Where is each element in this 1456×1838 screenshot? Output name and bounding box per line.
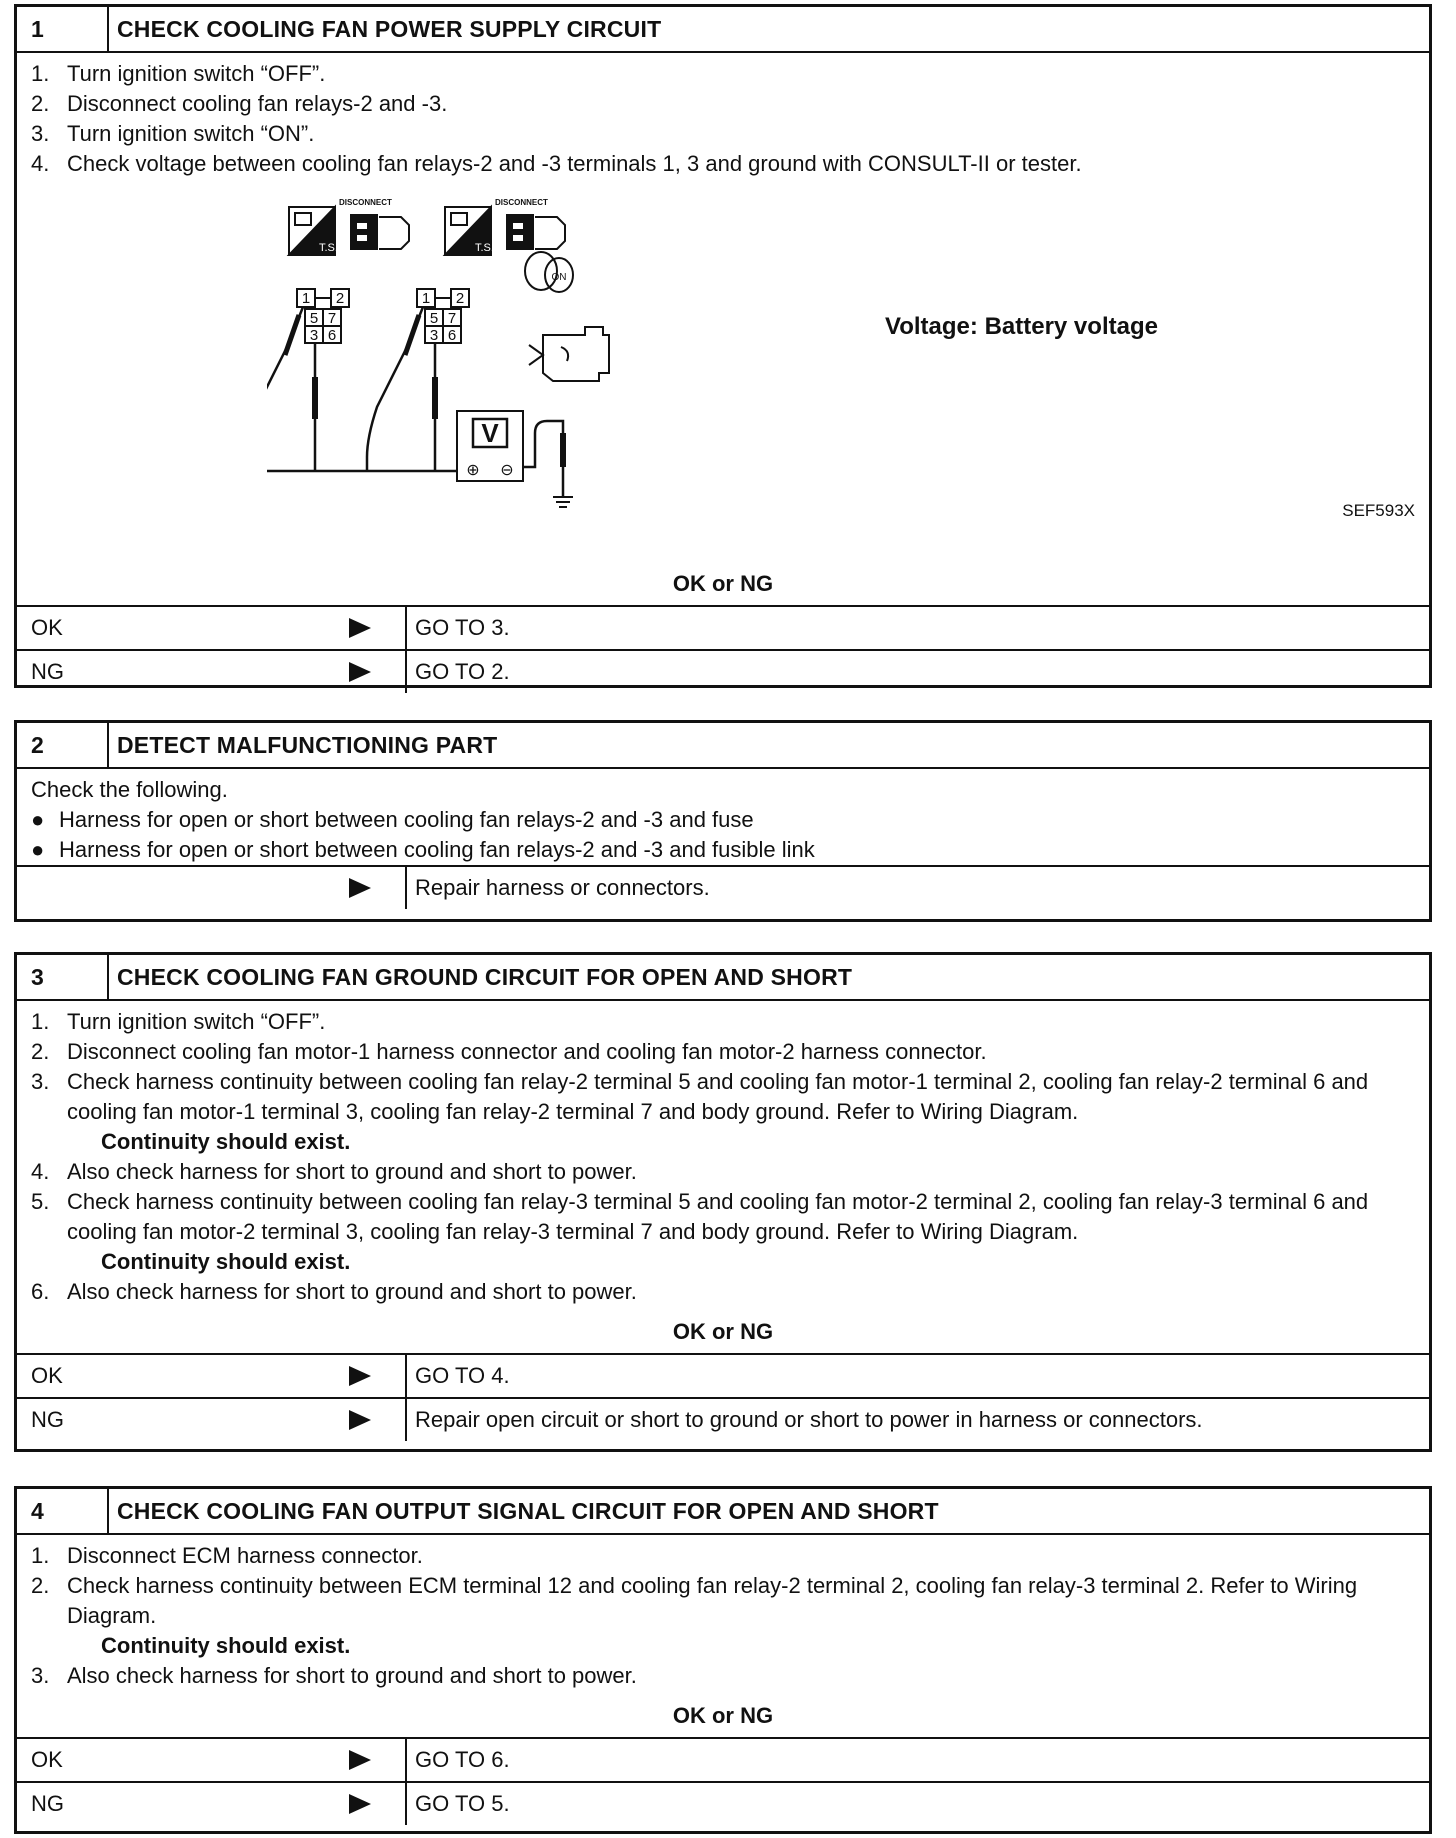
section-3 [14, 952, 1432, 1452]
disconnect-connector-icon [351, 215, 409, 249]
section-number: 2 [17, 723, 109, 767]
result-action: GO TO 5. [415, 1791, 510, 1816]
step-number: 4. [31, 1159, 50, 1184]
step-number: 3. [31, 1663, 50, 1688]
bullet-icon: ● [31, 807, 45, 832]
section-number: 4 [17, 1489, 109, 1533]
terminal-label: 3 [309, 327, 319, 344]
step-text: Also check harness for short to ground and short to power. [67, 1279, 637, 1304]
result-row [17, 867, 1429, 909]
result-row [17, 1397, 1429, 1441]
continuity-note: Continuity should exist. [101, 1249, 351, 1274]
section-body [17, 53, 1429, 183]
section-title: CHECK COOLING FAN POWER SUPPLY CIRCUIT [117, 15, 662, 42]
result-key: NG [31, 1407, 64, 1432]
arrow-right-icon [349, 618, 371, 638]
arrow-right-icon [349, 1750, 371, 1770]
step-number: 1. [31, 1543, 50, 1568]
result-row [17, 1739, 1429, 1781]
step-item [31, 1661, 1415, 1691]
step-item [31, 1277, 1415, 1307]
bullet-text: Harness for open or short between cooling fan relays-2 and -3 and fusible link [59, 837, 815, 862]
section-header [17, 723, 1429, 769]
step-item [31, 59, 1415, 89]
step-text: Turn ignition switch “OFF”. [67, 61, 326, 86]
meter-plus: ⊕ [466, 462, 480, 479]
figure-reference: SEF593X [1342, 501, 1415, 520]
result-key: NG [31, 1791, 64, 1816]
step-number: 4. [31, 151, 50, 176]
step-number: 2. [31, 1039, 50, 1064]
section-body [17, 1535, 1429, 1695]
result-key: NG [31, 659, 64, 684]
result-action: Repair open circuit or short to ground or short to power in harness or connectors. [415, 1407, 1203, 1432]
step-number: 1. [31, 1009, 50, 1034]
result-key: OK [31, 615, 63, 640]
step-number: 3. [31, 1069, 50, 1094]
section-header [17, 1489, 1429, 1535]
terminal-label: 3 [429, 327, 439, 344]
arrow-right-icon [349, 1366, 371, 1386]
step-text: Also check harness for short to ground and short to power. [67, 1663, 637, 1688]
terminal-label: 1 [301, 290, 311, 307]
step-number: 3. [31, 121, 50, 146]
meter-label: V [481, 418, 499, 448]
step-item [31, 1157, 1415, 1187]
result-key: OK [31, 1747, 63, 1772]
ts-label: T.S. [319, 242, 338, 254]
terminal-label: 1 [421, 290, 431, 307]
section-title: DETECT MALFUNCTIONING PART [117, 731, 498, 758]
ok-or-ng-label: OK or NG [17, 1695, 1429, 1739]
section-title: CHECK COOLING FAN OUTPUT SIGNAL CIRCUIT FOR OPEN AND SHORT [117, 1497, 939, 1524]
step-number: 2. [31, 1573, 50, 1598]
section-number: 1 [17, 7, 109, 51]
disconnect-label: DISCONNECT [495, 198, 548, 207]
step-text: Check harness continuity between cooling fan relay-3 terminal 5 and cooling fan motor-2 terminal 2, cooling fan relay-3 terminal 6 and cooling fan motor-2 terminal 3, cooling fan relay-3 terminal 7 and body ground. Refer to Wiring Diagram. [67, 1189, 1369, 1244]
step-number: 1. [31, 61, 50, 86]
ts-label: T.S. [475, 242, 494, 254]
step-item [31, 149, 1415, 179]
step-text: Turn ignition switch “OFF”. [67, 1009, 326, 1034]
meter-minus: ⊖ [500, 462, 514, 479]
result-action: GO TO 4. [415, 1363, 510, 1388]
section-1 [14, 4, 1432, 688]
section-body [17, 769, 1429, 867]
result-row [17, 1781, 1429, 1825]
voltage-spec: Voltage: Battery voltage [885, 313, 1158, 340]
step-item [31, 1007, 1415, 1037]
terminal-label: 7 [447, 310, 457, 327]
step-number: 6. [31, 1279, 50, 1304]
section-header [17, 955, 1429, 1001]
step-item [31, 89, 1415, 119]
ok-or-ng-label: OK or NG [17, 1311, 1429, 1355]
result-key: OK [31, 1363, 63, 1388]
section-2 [14, 720, 1432, 922]
step-item [31, 1187, 1415, 1247]
step-text: Disconnect cooling fan relays-2 and -3. [67, 91, 448, 116]
step-number: 5. [31, 1189, 50, 1214]
step-number: 2. [31, 91, 50, 116]
step-item [31, 119, 1415, 149]
terminal-label: 5 [309, 310, 319, 327]
bullet-text: Harness for open or short between cooling fan relays-2 and -3 and fuse [59, 807, 754, 832]
continuity-note: Continuity should exist. [101, 1633, 351, 1658]
terminal-label: 2 [455, 290, 465, 307]
step-text: Check harness continuity between ECM terminal 12 and cooling fan relay-2 terminal 2, cooling fan relay-3 terminal 2. Refer to Wiring Diagram. [67, 1573, 1358, 1628]
arrow-right-icon [349, 662, 371, 682]
step-text: Disconnect cooling fan motor-1 harness connector and cooling fan motor-2 harness connector. [67, 1039, 987, 1064]
circuit-illustration [267, 197, 727, 517]
section-body [17, 1001, 1429, 1311]
engine-icon [529, 327, 609, 381]
step-item [31, 1067, 1415, 1127]
step-item [31, 1541, 1415, 1571]
result-action: GO TO 6. [415, 1747, 510, 1772]
ok-or-ng-label: OK or NG [17, 563, 1429, 607]
bullet-item [31, 805, 1415, 835]
terminal-label: 6 [447, 327, 457, 344]
section-title: CHECK COOLING FAN GROUND CIRCUIT FOR OPEN AND SHORT [117, 963, 853, 990]
disconnect-label: DISCONNECT [339, 198, 392, 207]
arrow-right-icon [349, 1410, 371, 1430]
ignition-label: ON [551, 272, 567, 283]
terminal-label: 2 [335, 290, 345, 307]
step-item [31, 1037, 1415, 1067]
section-header [17, 7, 1429, 53]
step-text: Check voltage between cooling fan relays-2 and -3 terminals 1, 3 and ground with CONSULT-II or tester. [67, 151, 1082, 176]
intro-text: Check the following. [31, 777, 228, 802]
result-row [17, 649, 1429, 693]
terminal-label: 7 [327, 310, 337, 327]
result-row [17, 1355, 1429, 1397]
arrow-right-icon [349, 878, 371, 898]
continuity-note: Continuity should exist. [101, 1129, 351, 1154]
result-row [17, 607, 1429, 649]
result-action: GO TO 2. [415, 659, 510, 684]
step-text: Also check harness for short to ground and short to power. [67, 1159, 637, 1184]
result-action: GO TO 3. [415, 615, 510, 640]
step-text: Check harness continuity between cooling fan relay-2 terminal 5 and cooling fan motor-1 terminal 2, cooling fan relay-2 terminal 6 and cooling fan motor-1 terminal 3, cooling fan relay-2 terminal 7 and body ground. Refer to Wiring Diagram. [67, 1069, 1369, 1124]
terminal-label: 6 [327, 327, 337, 344]
terminal-label: 5 [429, 310, 439, 327]
step-text: Turn ignition switch “ON”. [67, 121, 315, 146]
step-text: Disconnect ECM harness connector. [67, 1543, 423, 1568]
section-number: 3 [17, 955, 109, 999]
step-item [31, 1571, 1415, 1631]
result-action: Repair harness or connectors. [415, 875, 710, 900]
bullet-item [31, 835, 1415, 865]
disconnect-connector-icon [507, 215, 565, 249]
bullet-icon: ● [31, 837, 45, 862]
arrow-right-icon [349, 1794, 371, 1814]
test-diagram [17, 183, 1429, 563]
section-4 [14, 1486, 1432, 1834]
